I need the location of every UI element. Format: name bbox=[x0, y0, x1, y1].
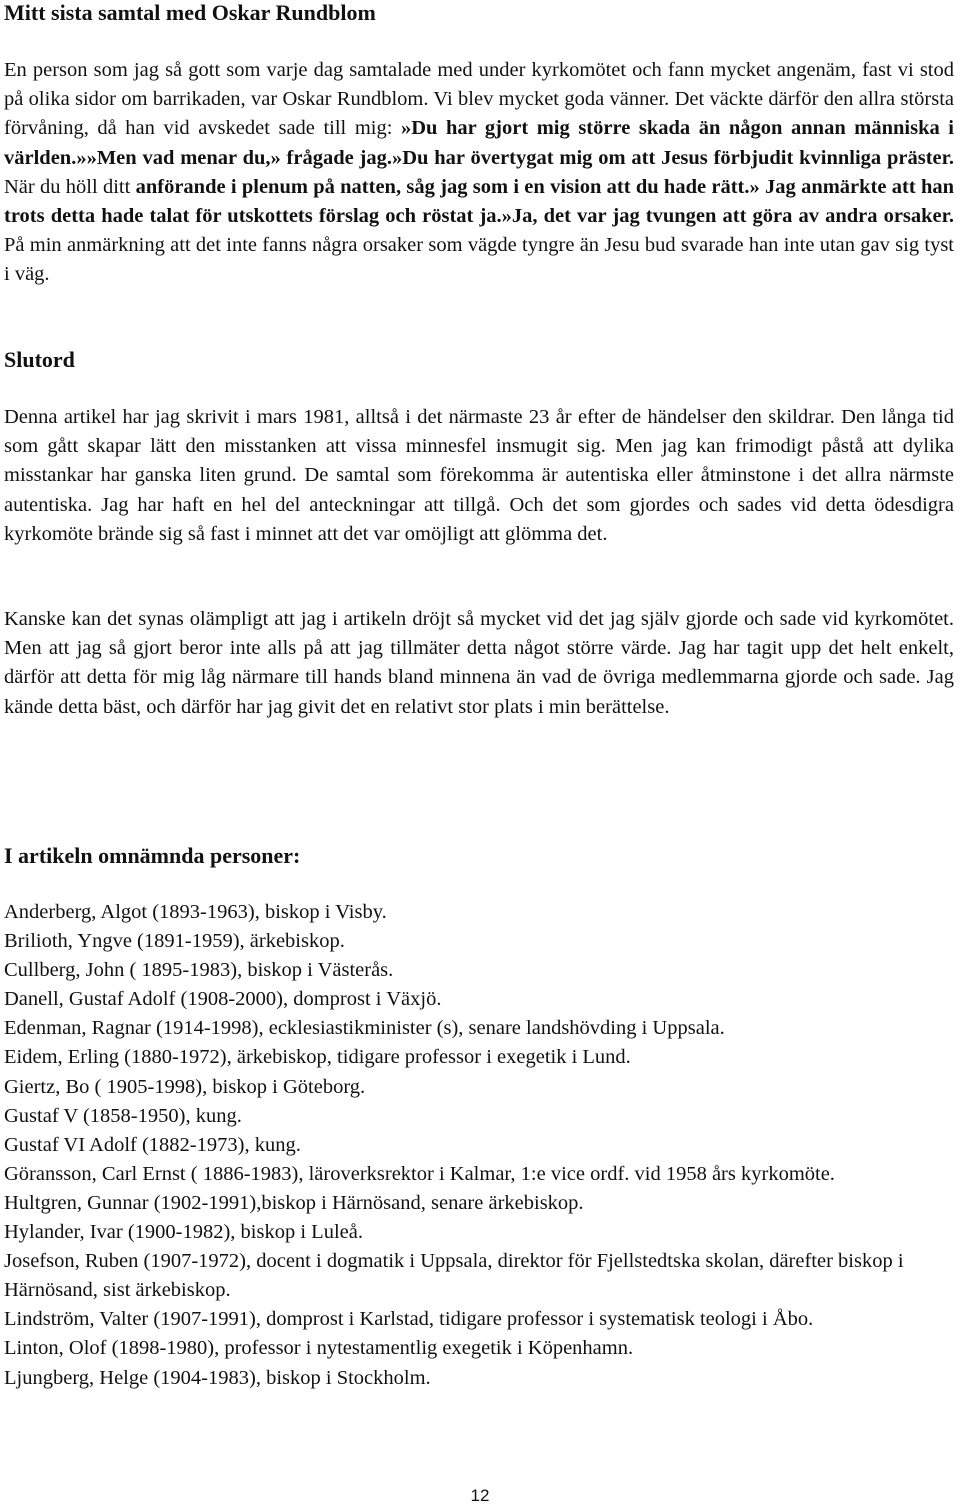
person-entry: Brilioth, Yngve (1891-1959), ärkebiskop. bbox=[4, 930, 345, 953]
person-entry: Anderberg, Algot (1893-1963), biskop i Visby. bbox=[4, 901, 387, 923]
person-entry: Lindström, Valter (1907-1991), domprost i Karlstad, tidigare professor i systematisk teologi i Åbo. bbox=[4, 1308, 814, 1331]
text-run: På min anmärkning att det inte fanns några orsaker som vägde tyngre än Jesu bud svarade han inte utan gav sig tyst i väg. bbox=[4, 234, 954, 286]
section-title-slutord: Slutord bbox=[4, 347, 75, 372]
person-entry: Edenman, Ragnar (1914-1998), ecklesiastikminister (s), senare landshövding i Uppsala. bbox=[4, 1017, 725, 1040]
page-number: 12 bbox=[470, 1486, 490, 1505]
paragraph-slutord-2: Kanske kan det synas olämpligt att jag i artikeln dröjt så mycket vid det jag själv gjorde och sade vid kyrkomötet. Men att jag så gjort beror inte alls på att jag tillmäter detta något större värde. Jag har tagit upp det helt enkelt, därför att detta för mig låg närmare till hands bland minnena än vad de övriga medlemmarna gjorde och sade. Jag kände detta bäst, och därför har jag givit det en relativt stor plats i min berättelse. bbox=[4, 608, 954, 718]
person-entry: Hylander, Ivar (1900-1982), biskop i Luleå. bbox=[4, 1221, 363, 1244]
persons-list bbox=[4, 898, 954, 1393]
person-entry: Ljungberg, Helge (1904-1983), biskop i Stockholm. bbox=[4, 1366, 431, 1389]
text-run-bold: »Du har gjort mig större skada än någon annan människa i världen.»»Men vad menar du,» frågade jag.»Du har övertygat mig om att Jesus förbjudit kvinnliga präster. bbox=[4, 117, 954, 169]
person-entry: Gustaf V (1858-1950), kung. bbox=[4, 1104, 242, 1127]
section-title-last-conversation: Mitt sista samtal med Oskar Rundblom bbox=[4, 0, 376, 25]
person-entry: Hultgren, Gunnar (1902-1991),biskop i Härnösand, senare ärkebiskop. bbox=[4, 1191, 584, 1214]
section-title-persons: I artikeln omnämnda personer: bbox=[4, 843, 301, 868]
paragraph-rundblom-conversation bbox=[4, 56, 954, 290]
person-entry: Gustaf VI Adolf (1882-1973), kung. bbox=[4, 1133, 301, 1156]
person-entry: Eidem, Erling (1880-1972), ärkebiskop, tidigare professor i exegetik i Lund. bbox=[4, 1046, 631, 1069]
person-entry: Danell, Gustaf Adolf (1908-2000), domprost i Växjö. bbox=[4, 988, 442, 1011]
person-entry: Göransson, Carl Ernst ( 1886-1983), läroverksrektor i Kalmar, 1:e vice ordf. vid 1958 års kyrkomöte. bbox=[4, 1162, 835, 1185]
text-run: En person som jag så gott som varje dag samtalade med under kyrkomötet och fann mycket angenäm, fast vi stod på olika sidor om barrikaden, var Oskar Rundblom. Vi blev mycket goda vänner. Det väckte därför den allra största förvåning, då han vid avskedet sade till mig: bbox=[4, 59, 954, 140]
text-run: När du höll ditt bbox=[4, 175, 136, 198]
person-entry: Giertz, Bo ( 1905-1998), biskop i Göteborg. bbox=[4, 1075, 366, 1098]
person-entry: Josefson, Ruben (1907-1972), docent i dogmatik i Uppsala, direktor för Fjellstedtska skolan, därefter biskop i Härnösand, sist ärkebiskop. bbox=[4, 1250, 904, 1302]
person-entry: Linton, Olof (1898-1980), professor i nytestamentlig exegetik i Köpenhamn. bbox=[4, 1337, 634, 1360]
person-entry: Cullberg, John ( 1895-1983), biskop i Västerås. bbox=[4, 959, 394, 982]
paragraph-slutord-1: Denna artikel har jag skrivit i mars 1981, alltså i det närmaste 23 år efter de händelser den skildrar. Den långa tid som gått skapar lätt den misstanken att vissa minnesfel insmugit sig. Men jag kan frimodigt påstå att dylika misstankar har ganska liten grund. De samtal som förekomma är autentiska eller åtminstone i det allra närmste autentiska. Jag har haft en hel del anteckningar att tillgå. Och det som gjordes och sades vid detta ödesdigra kyrkomöte brände sig så fast i minnet att det var omöjligt att glömma det. bbox=[4, 406, 954, 545]
text-run-bold: anförande i plenum på natten, såg jag som i en vision att du hade rätt.» Jag anmärkte att han trots detta hade talat för utskottets förslag och röstat ja.»Ja, det var jag tvungen att göra av andra orsaker. bbox=[4, 175, 954, 228]
